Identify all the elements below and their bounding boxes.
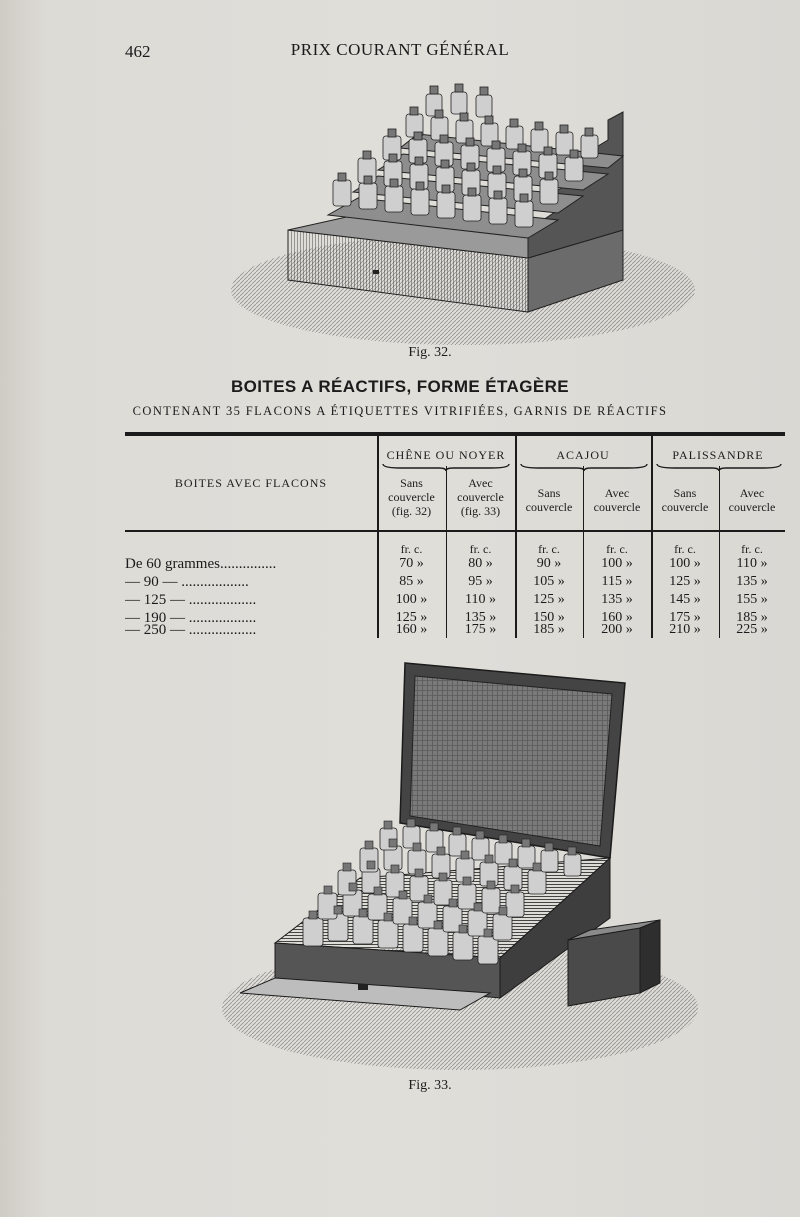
figure-32-caption: Fig. 32. xyxy=(408,345,452,360)
col-header: Avec couvercle xyxy=(728,486,776,514)
price-cell: 155 » xyxy=(736,592,768,607)
table-header-rule xyxy=(125,530,785,532)
group-header-oak: CHÊNE OU NOYER xyxy=(386,448,506,462)
section-subtitle: CONTENANT 35 FLACONS A ÉTIQUETTES VITRIFIÉES, GARNIS DE RÉACTIFS xyxy=(132,404,668,418)
price-table xyxy=(125,432,785,642)
col-header: Avec couvercle (fig. 33) xyxy=(457,476,504,518)
price-cell: 100 » xyxy=(669,556,701,571)
figure-33-caption: Fig. 33. xyxy=(408,1078,452,1093)
unit-label: fr. c. xyxy=(538,542,560,556)
table-top-rule xyxy=(125,432,785,436)
price-cell: 90 » xyxy=(536,556,562,571)
running-title: PRIX COURANT GÉNÉRAL xyxy=(290,40,510,59)
col-header: Sans couvercle xyxy=(525,486,573,514)
row-label: — 190 — .................. xyxy=(125,610,257,626)
row-label: — 90 — .................. xyxy=(125,574,249,590)
price-cell: 175 » xyxy=(669,610,701,625)
price-cell: 225 » xyxy=(736,622,768,637)
price-cell: 150 » xyxy=(533,610,565,625)
row-header: BOITES AVEC FLACONS xyxy=(174,476,328,490)
unit-label: fr. c. xyxy=(606,542,628,556)
price-cell: 125 » xyxy=(533,592,565,607)
figure-32-illustration xyxy=(228,80,698,348)
unit-label: fr. c. xyxy=(400,542,423,556)
unit-label: fr. c. xyxy=(741,542,763,556)
price-cell: 145 » xyxy=(669,592,701,607)
col-header: Sans couvercle xyxy=(661,486,709,514)
row-label: De 60 grammes............... xyxy=(125,556,277,572)
price-cell: 125 » xyxy=(395,610,428,625)
price-cell: 80 » xyxy=(468,556,493,571)
page-header xyxy=(0,38,800,66)
figure-33-illustration xyxy=(200,658,700,1076)
price-cell: 100 » xyxy=(395,592,428,607)
price-cell: 160 » xyxy=(395,622,428,637)
price-cell: 185 » xyxy=(533,622,565,637)
price-cell: 210 » xyxy=(669,622,701,637)
price-cell: 200 » xyxy=(601,622,633,637)
price-cell: 135 » xyxy=(464,610,497,625)
group-brace xyxy=(519,462,649,472)
price-cell: 85 » xyxy=(399,574,424,589)
price-cell: 70 » xyxy=(399,556,424,571)
row-label: — 125 — .................. xyxy=(125,592,257,608)
price-cell: 105 » xyxy=(533,574,565,589)
price-cell: 135 » xyxy=(736,574,768,589)
price-cell: 115 » xyxy=(601,574,633,589)
price-cell: 110 » xyxy=(736,556,768,571)
group-brace xyxy=(381,462,511,472)
price-cell: 110 » xyxy=(465,592,496,607)
price-cell: 135 » xyxy=(601,592,633,607)
group-brace xyxy=(655,462,783,472)
row-label: — 250 — .................. xyxy=(125,622,257,638)
page-number: 462 xyxy=(125,42,151,61)
price-cell: 125 » xyxy=(669,574,701,589)
price-cell: 185 » xyxy=(736,610,768,625)
group-header-mahogany: ACAJOU xyxy=(556,448,610,462)
price-cell: 95 » xyxy=(468,574,493,589)
unit-label: fr. c. xyxy=(674,542,696,556)
group-header-rosewood: PALISSANDRE xyxy=(672,448,764,462)
unit-label: fr. c. xyxy=(469,542,492,556)
price-cell: 160 » xyxy=(601,610,633,625)
price-cell: 100 » xyxy=(601,556,633,571)
col-header: Avec couvercle xyxy=(593,486,641,514)
price-cell: 175 » xyxy=(464,622,497,637)
section-title: BOITES A RÉACTIFS, FORME ÉTAGÈRE xyxy=(230,377,570,396)
col-header: Sans couvercle (fig. 32) xyxy=(388,476,435,518)
